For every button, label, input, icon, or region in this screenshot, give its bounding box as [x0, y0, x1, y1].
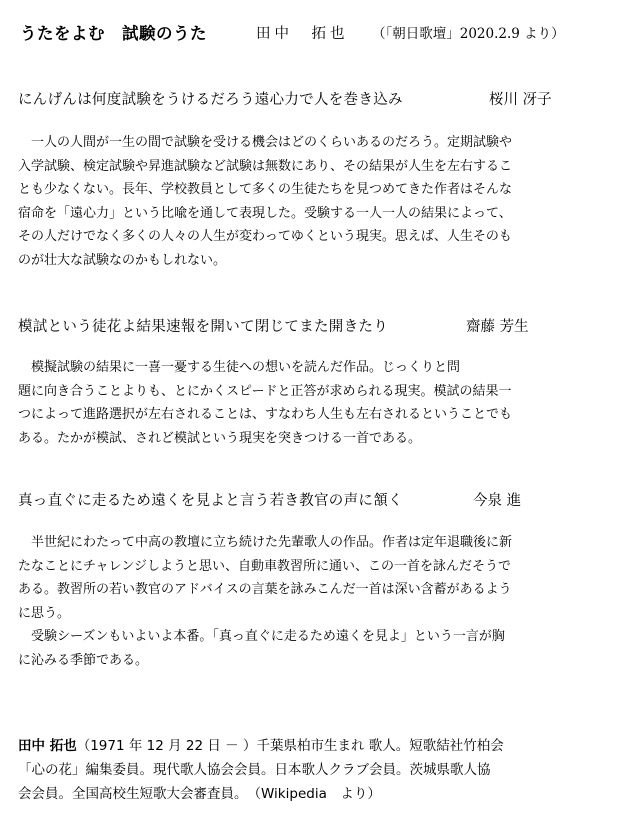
commentary-line: 宿命を「遠心力」という比喩を通して表現した。受験する一人一人の結果によって、	[18, 205, 512, 221]
author-bio	[18, 734, 504, 806]
commentary-line: のが壮大な試験なのかもしれない。	[18, 252, 227, 268]
source-citation: （「朝日歌壇」2020.2.9 より）	[372, 26, 565, 42]
commentary	[18, 131, 512, 272]
commentary-line: つによって進路選択が左右されることは、すなわち人生も左右されるということでも	[18, 407, 513, 422]
commentary-line: 受験シーズンもいよいよ本番。「真っ直ぐに走るため遠くを見よ」という一言が胸	[18, 629, 505, 644]
column-author: 田中 拓也	[256, 26, 349, 42]
commentary	[18, 356, 512, 450]
poet-name: 齋藤 芳生	[466, 319, 529, 335]
commentary-line: ある。教習所の若い教官のアドバイスの言葉を詠みこんだ一首は深い含蓄があるよう	[18, 582, 512, 597]
commentary-line: に思う。	[18, 605, 71, 621]
bio-name: 田中 拓也	[18, 738, 77, 754]
poet-name: 今泉 進	[473, 493, 522, 509]
commentary-line: 半世紀にわたって中高の教壇に立ち続けた先輩歌人の作品。作者は定年退職後に新	[18, 535, 513, 550]
commentary-line: 一人の人間が一生の間で試験を受ける機会はどのくらいあるのだろう。定期試験や	[18, 135, 513, 150]
poet-name: 桜川 冴子	[489, 92, 552, 108]
commentary-line: 入学試験、検定試験や昇進試験など試験は無数にあり、その結果が人生を左右するこ	[18, 158, 513, 174]
commentary-line: たなことにチャレンジしようと思い、自動車教習所に通い、この一首を詠んだそうで	[18, 558, 511, 574]
bio-line: 「心の花」編集委員。現代歌人協会会員。日本歌人クラブ会員。茨城県歌人協	[18, 762, 491, 778]
commentary-line: その人だけでなく多くの人々の人生が変わってゆくという現実。思えば、人生そのも	[18, 229, 512, 244]
tanka-poem: 模試という徒花よ結果速報を開いて閉じてまた開きたり	[18, 319, 388, 335]
bio-text: （1971 年 12 月 22 日 － ）千葉県柏市生まれ 歌人。短歌結社竹柏会	[76, 738, 504, 754]
commentary-line: とも少なくない。長年、学校教員として多くの生徒たちを見つめてきた作者はそんな	[18, 182, 513, 197]
commentary-line: に沁みる季節である。	[18, 652, 149, 668]
bio-line: 会会員。全国高校生短歌大会審査員。 （Wikipedia より）	[18, 786, 381, 802]
commentary-line: ある。たかが模試、されど模試という現実を突きつける一首である。	[18, 430, 422, 446]
commentary	[18, 531, 512, 672]
commentary-line: 模擬試験の結果に一喜一憂する生徒への想いを読んだ作品。じっくりと問	[18, 360, 461, 375]
page-title: うたをよむ 試験のうた	[20, 24, 207, 43]
tanka-poem: 真っ直ぐに走るため遠くを見よと言う若き教官の声に頷く	[18, 493, 403, 509]
tanka-poem: にんげんは何度試験をうけるだろう遠心力で人を巻き込み	[18, 92, 403, 108]
bio-line	[18, 734, 504, 758]
commentary-line: 題に向き合うことよりも、とにかくスピードと正答が求められる現実。模試の結果一	[18, 383, 512, 399]
